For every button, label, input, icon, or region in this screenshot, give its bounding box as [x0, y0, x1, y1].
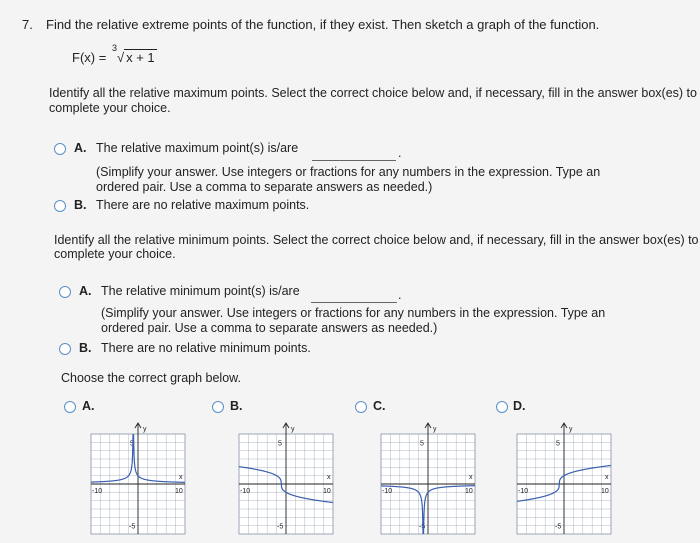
question-number: 7. [22, 17, 33, 32]
graph-d-letter: D. [513, 399, 526, 413]
tick-label-y-bottom: -5 [419, 523, 426, 531]
graph-a-letter: A. [82, 399, 95, 413]
tick-label-y-top: 5 [278, 440, 282, 448]
y-axis-label: y [569, 426, 573, 433]
min-choice-b-radio[interactable] [59, 343, 71, 355]
graph-b-svg [235, 422, 337, 540]
graph-d-svg [513, 422, 615, 540]
y-axis-label: y [291, 426, 295, 433]
function-lhs: F(x) = [72, 50, 107, 65]
graph-a-radio[interactable] [64, 401, 76, 413]
min-instruction-line1: Identify all the relative minimum points. Select the correct choice below and, if necessary, fill in the answer box(es) to [54, 233, 699, 247]
tick-label-x-left: -10 [518, 488, 529, 495]
tick-label-x-right: 10 [465, 488, 473, 495]
max-choice-a-hint1: (Simplify your answer. Use integers or fractions for any numbers in the expression. Type an [96, 165, 601, 179]
graph-b-letter: B. [230, 399, 243, 413]
tick-label-y-top: 5 [556, 440, 560, 448]
max-choice-b-letter: B. [74, 198, 87, 212]
min-choice-a-period: . [398, 288, 402, 302]
graph-b[interactable] [235, 422, 337, 540]
min-choice-a-hint2: ordered pair. Use a comma to separate answers as needed.) [101, 321, 438, 335]
max-instruction-line2: complete your choice. [49, 101, 171, 115]
min-choice-b-letter: B. [79, 341, 92, 355]
tick-label-y-top: 5 [130, 440, 134, 448]
max-answer-box[interactable] [312, 160, 396, 161]
min-choice-a-radio[interactable] [59, 286, 71, 298]
tick-label-x-left: -10 [92, 488, 103, 495]
graph-instruction: Choose the correct graph below. [61, 371, 241, 385]
graph-b-radio[interactable] [212, 401, 224, 413]
max-choice-b-text: There are no relative maximum points. [96, 198, 310, 212]
min-choice-a-hint1: (Simplify your answer. Use integers or fractions for any numbers in the expression. Type an [101, 306, 606, 320]
graph-d[interactable] [513, 422, 615, 540]
min-choice-a-text: The relative minimum point(s) is/are [101, 284, 300, 298]
tick-label-x-left: -10 [382, 488, 393, 495]
radicand: x + 1 [126, 50, 155, 65]
max-choice-a-letter: A. [74, 141, 87, 155]
cube-root: 3 √ x + 1 [111, 43, 155, 65]
min-instruction-line2: complete your choice. [54, 247, 176, 261]
x-axis-label: x [179, 474, 183, 481]
tick-label-x-right: 10 [601, 488, 609, 495]
min-answer-box[interactable] [311, 302, 397, 303]
tick-label-x-right: 10 [175, 488, 183, 495]
max-choice-a-text: The relative maximum point(s) is/are [96, 141, 299, 155]
x-axis-label: x [327, 474, 331, 481]
y-axis-label: y [433, 426, 437, 433]
tick-label-x-left: -10 [240, 488, 251, 495]
function-expression [72, 43, 157, 65]
min-choice-a-letter: A. [79, 284, 92, 298]
x-axis-label: x [605, 474, 609, 481]
graph-c-svg [377, 422, 479, 540]
tick-label-y-bottom: -5 [555, 523, 562, 531]
graph-d-radio[interactable] [496, 401, 508, 413]
y-axis-label: y [143, 426, 147, 433]
tick-label-y-top: 5 [420, 440, 424, 448]
x-axis-label: x [469, 474, 473, 481]
min-choice-b-text: There are no relative minimum points. [101, 341, 311, 355]
question-prompt: Find the relative extreme points of the function, if they exist. Then sketch a graph of the function. [46, 17, 600, 32]
graph-c[interactable] [377, 422, 479, 540]
max-choice-b-radio[interactable] [54, 200, 66, 212]
tick-label-y-bottom: -5 [129, 523, 136, 531]
max-instruction-line1: Identify all the relative maximum points. Select the correct choice below and, if necessary, fill in the answer box(es) to [49, 86, 697, 100]
tick-label-x-right: 10 [323, 488, 331, 495]
tick-label-y-bottom: -5 [277, 523, 284, 531]
graph-c-letter: C. [373, 399, 386, 413]
graph-a-svg [87, 422, 189, 540]
max-choice-a-radio[interactable] [54, 143, 66, 155]
root-index: 3 [111, 43, 117, 53]
graph-a[interactable] [87, 422, 189, 540]
graph-c-radio[interactable] [355, 401, 367, 413]
max-choice-a-hint2: ordered pair. Use a comma to separate answers as needed.) [96, 180, 433, 194]
max-choice-a-period: . [398, 146, 402, 160]
